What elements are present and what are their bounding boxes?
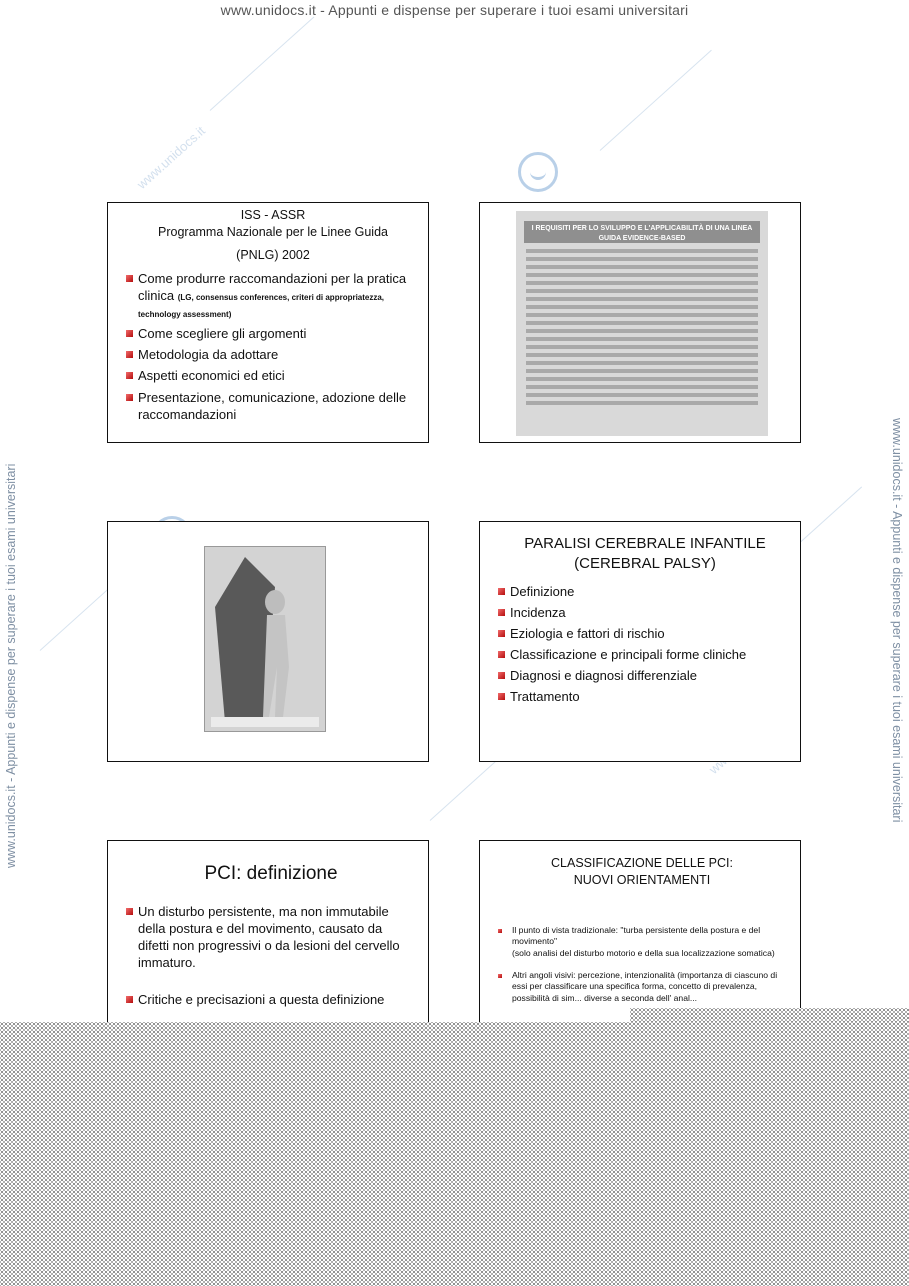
slide-title: (PNLG) 2002 [236,247,310,262]
slide-title: ISS - ASSR [240,208,306,222]
document-heading: I REQUISITI PER LO SVILUPPO E L'APPLICABILITÀ DI UNA LINEA GUIDA EVIDENCE-BASED [524,221,760,243]
watermark-line [600,50,712,151]
list-item: Metodologia da adottare [126,346,420,363]
watermark-line [210,16,315,110]
slide-title: CLASSIFICAZIONE DELLE PCI: NUOVI ORIENTAMENTI [551,856,733,887]
list-item: Come scegliere gli argomenti [126,325,420,342]
slide-title: Programma Nazionale per le Linee Guida [158,224,388,239]
list-item: Diagnosi e diagnosi differenziale [498,667,792,684]
slide-title: PCI: definizione [204,863,338,884]
list-item: Incidenza [498,604,792,621]
slide-paralisi [479,521,801,762]
scan-noise [0,1022,909,1286]
left-vertical-watermark: www.unidocs.it - Appunti e dispense per superare i tuoi esami universitari [4,463,18,868]
list-item: Come produrre raccomandazioni per la pratica clinica (LG, consensus conferences, criteri di appropriatezza, technology assessment) [126,270,420,321]
page-header: www.unidocs.it - Appunti e dispense per superare i tuoi esami universitari [220,2,689,18]
slide-title: PARALISI CEREBRALE INFANTILE (CEREBRAL PALSY) [524,535,766,573]
list-item: Definizione [498,583,792,600]
list-item: Il punto di vista tradizionale: "turba persistente della postura e del movimento" (solo analisi del disturbo motorio e della sua localizzazione somatica) [498,925,786,960]
list-item: Classificazione e principali forme cliniche [498,646,792,663]
list-item: Aspetti economici ed etici [126,367,420,384]
document-image [516,211,768,436]
slide-requisiti [479,202,801,443]
slide-pnlg [107,202,429,443]
list-item: Altri angoli visivi: percezione, intenzionalità (importanza di ciascuno di essi per classificare una specifica forma, concetto di prevalenza, possibilità di sim... diverse a seconda dell' anal... [498,970,786,1005]
child-photo [204,546,326,732]
list-item: Critiche e precisazioni a questa definizione [126,991,416,1008]
list-item: Un disturbo persistente, ma non immutabile della postura e del movimento, causato da difetti non progressivi o da lesioni del cervello immaturo. [126,903,416,972]
list-item: Presentazione, comunicazione, adozione delle raccomandazioni [126,389,420,423]
list-item: Eziologia e fattori di rischio [498,625,792,642]
unidocs-logo-icon [518,152,558,192]
list-item: Trattamento [498,688,792,705]
slide-photo [107,521,429,762]
watermark-text: www.unidocs.it [134,123,208,192]
right-vertical-watermark: www.unidocs.it - Appunti e dispense per superare i tuoi esami universitari [890,418,904,823]
